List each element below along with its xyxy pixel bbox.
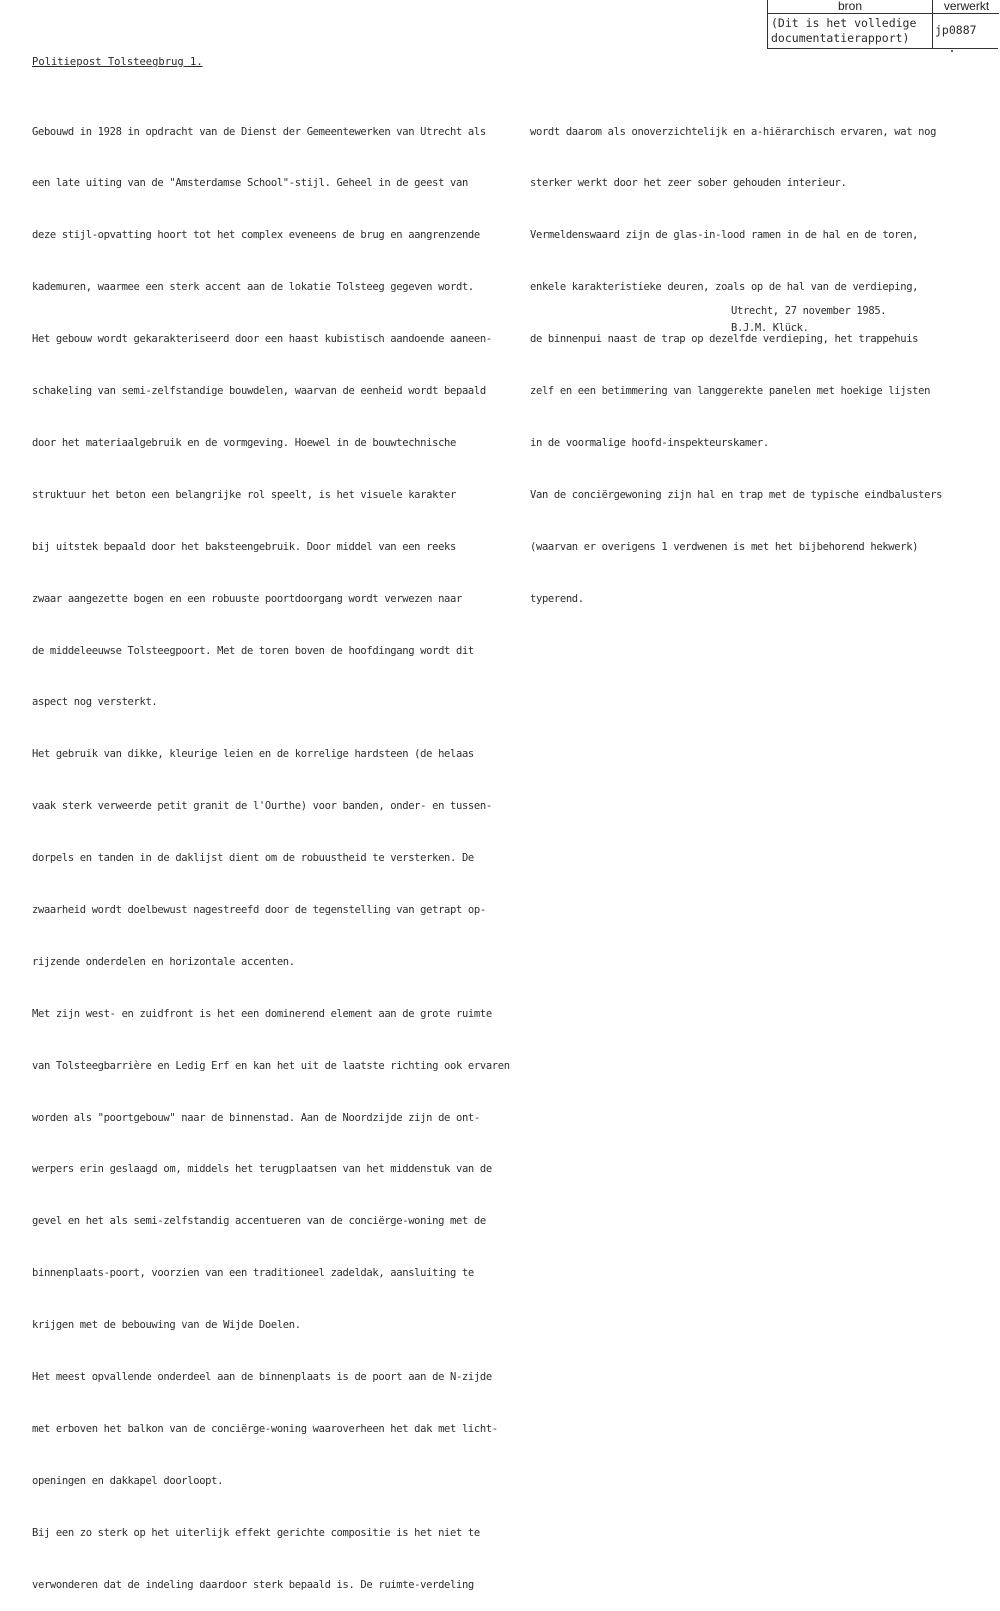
header-bron: bron <box>837 0 863 13</box>
body-line: verwonderen dat de indeling daardoor sterk bepaald is. De ruimte-verdeling <box>32 1578 474 1591</box>
body-line: Van de conciërgewoning zijn hal en trap met de typische eindbalusters <box>530 488 943 501</box>
body-line: de middeleeuwse Tolsteegpoort. Met de toren boven de hoofdingang wordt dit <box>32 644 474 657</box>
signature-place-date: Utrecht, 27 november 1985. <box>731 305 887 317</box>
cell-bron-line-1: (Dit is het volledige <box>771 16 917 30</box>
body-line: Het meest opvallende onderdeel aan de binnenplaats is de poort aan de N-zijde <box>32 1370 492 1383</box>
document-title: Politiepost Tolsteegbrug 1. <box>32 56 203 68</box>
left-column <box>32 89 510 1611</box>
body-line: schakeling van semi-zelfstandige bouwdelen, waarvan de eenheid wordt bepaald <box>32 385 486 398</box>
body-line: dorpels en tanden in de daklijst dient om de robuustheid te versterken. De <box>32 852 474 865</box>
body-line: Bij een zo sterk op het uiterlijk effekt gerichte compositie is het niet te <box>32 1526 480 1539</box>
body-line: Het gebruik van dikke, kleurige leien en de korrelige hardsteen (de helaas <box>32 748 474 761</box>
ink-dot <box>951 50 953 52</box>
body-line: door het materiaalgebruik en de vormgeving. Hoewel in de bouwtechnische <box>32 436 456 449</box>
body-line: krijgen met de bebouwing van de Wijde Doelen. <box>32 1319 301 1332</box>
cell-bron-line-2: documentatierapport) <box>771 31 910 45</box>
cell-bron <box>771 16 931 46</box>
body-line: een late uiting van de "Amsterdamse School"-stijl. Geheel in de geest van <box>32 177 468 190</box>
body-line: Vermeldenswaard zijn de glas-in-lood ramen in de hal en de toren, <box>530 229 919 242</box>
right-column <box>530 89 942 625</box>
body-line: kademuren, waarmee een sterk accent aan de lokatie Tolsteeg gegeven wordt. <box>32 281 474 294</box>
body-line: in de voormalige hoofd-inspekteurskamer. <box>530 436 769 449</box>
body-line: sterker werkt door het zeer sober gehouden interieur. <box>530 177 847 190</box>
body-line: aspect nog versterkt. <box>32 696 158 709</box>
body-line: Het gebouw wordt gekarakteriseerd door een haast kubistisch aandoende aaneen- <box>32 333 492 346</box>
body-line: binnenplaats-poort, voorzien van een traditioneel zadeldak, aansluiting te <box>32 1267 474 1280</box>
body-line: struktuur het beton een belangrijke rol speelt, is het visuele karakter <box>32 488 456 501</box>
body-line: enkele karakteristieke deuren, zoals op de hal van de verdieping, <box>530 281 919 294</box>
body-line: Met zijn west- en zuidfront is het een dominerend element aan de grote ruimte <box>32 1007 492 1020</box>
body-line: deze stijl-opvatting hoort tot het complex eveneens de brug en aangrenzende <box>32 229 480 242</box>
source-table <box>767 0 998 49</box>
body-line: zwaarheid wordt doelbewust nagestreefd door de tegenstelling van getrapt op- <box>32 903 486 916</box>
header-verwerkt: verwerkt <box>943 0 990 13</box>
body-line: zelf en een betimmering van langgerekte panelen met hoekige lijsten <box>530 385 931 398</box>
body-line: wordt daarom als onoverzichtelijk en a-hiërarchisch ervaren, wat nog <box>530 125 937 138</box>
cell-verwerkt: jp0887 <box>935 23 977 37</box>
body-line: rijzende onderdelen en horizontale accenten. <box>32 955 295 968</box>
body-line: openingen en dakkapel doorloopt. <box>32 1474 224 1487</box>
body-line: (waarvan er overigens 1 verdwenen is met het bijbehorend hekwerk) <box>530 540 919 553</box>
body-line: worden als "poortgebouw" naar de binnenstad. Aan de Noordzijde zijn de ont- <box>32 1111 480 1124</box>
body-line: de binnenpui naast de trap op dezelfde verdieping, het trappehuis <box>530 333 919 346</box>
body-line: bij uitstek bepaald door het baksteengebruik. Door middel van een reeks <box>32 540 456 553</box>
body-line: Gebouwd in 1928 in opdracht van de Dienst der Gemeentewerken van Utrecht als <box>32 125 486 138</box>
source-table-divider <box>932 0 933 48</box>
body-line: typerend. <box>530 592 584 605</box>
signature-name: B.J.M. Klück. <box>731 322 809 334</box>
body-line: werpers erin geslaagd om, middels het terugplaatsen van het middenstuk van de <box>32 1163 492 1176</box>
body-line: vaak sterk verweerde petit granit de l'Ourthe) voor banden, onder- en tussen- <box>32 800 492 813</box>
body-line: gevel en het als semi-zelfstandig accentueren van de conciërge-woning met de <box>32 1215 486 1228</box>
source-table-header <box>768 0 999 14</box>
body-line: met erboven het balkon van de conciërge-woning waaroverheen het dak met licht- <box>32 1422 498 1435</box>
body-line: zwaar aangezette bogen en een robuuste poortdoorgang wordt verwezen naar <box>32 592 462 605</box>
body-line: van Tolsteegbarrière en Ledig Erf en kan het uit de laatste richting ook ervaren <box>32 1059 510 1072</box>
